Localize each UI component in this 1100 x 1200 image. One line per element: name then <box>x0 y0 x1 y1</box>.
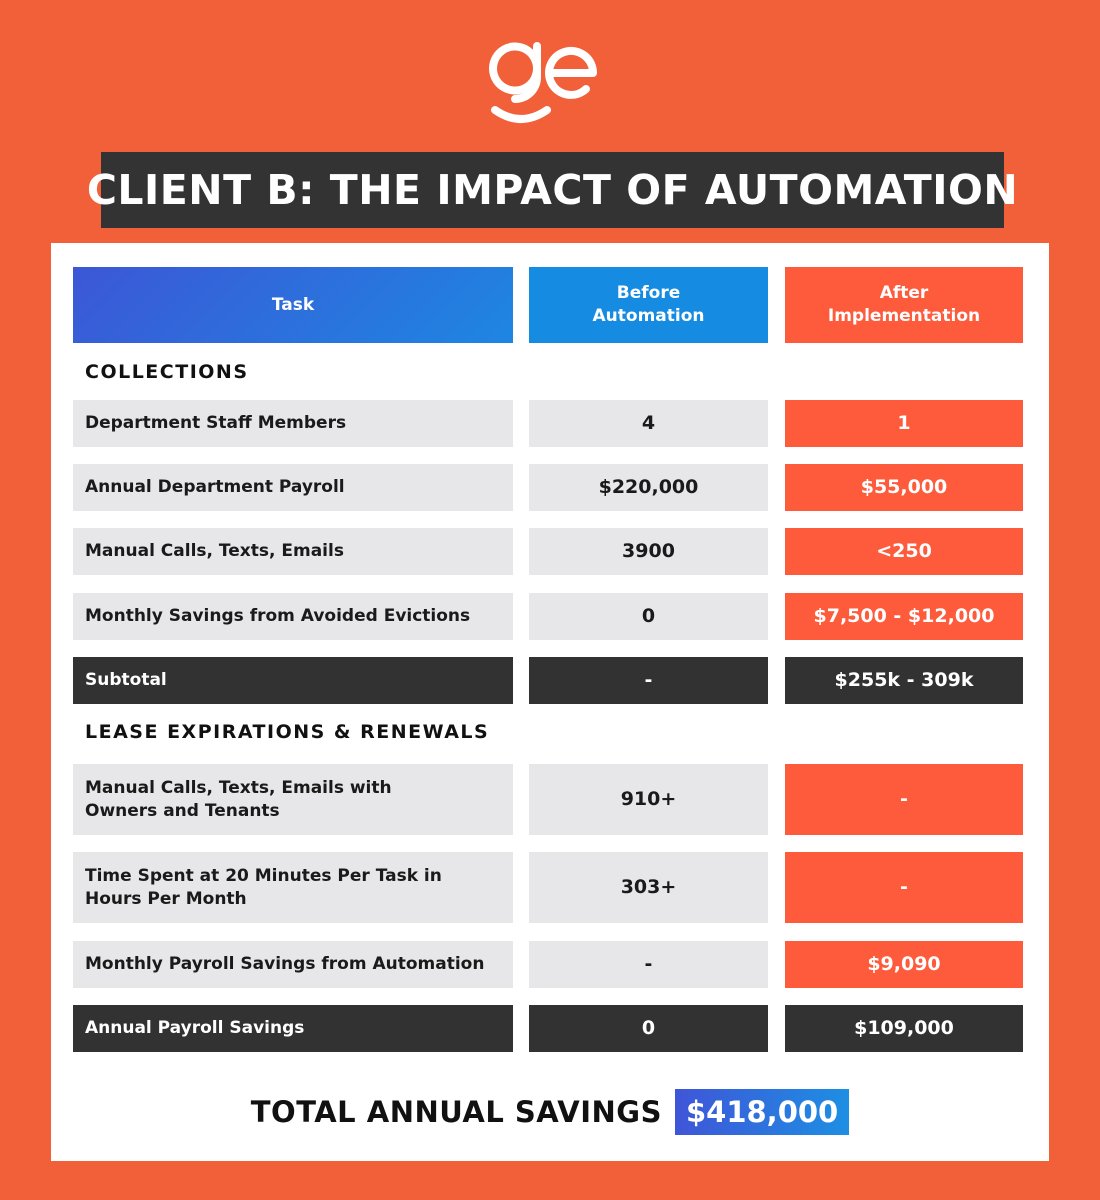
row-after-avoided-evictions: $7,500 - $12,000 <box>785 593 1023 640</box>
row-task-staff-members: Department Staff Members <box>73 400 513 447</box>
task-column-header: Task <box>73 267 513 343</box>
row-after-annual-payroll-savings: $109,000 <box>785 1005 1023 1052</box>
total-savings-label: TOTAL ANNUAL SAVINGS <box>250 1095 662 1129</box>
section-label-collections: COLLECTIONS <box>85 361 249 383</box>
before-column-header: Before Automation <box>529 267 768 343</box>
total-savings <box>51 1089 1049 1135</box>
row-before-annual-payroll: $220,000 <box>529 464 768 511</box>
after-column-header: After Implementation <box>785 267 1023 343</box>
row-before-annual-payroll-savings: 0 <box>529 1005 768 1052</box>
row-task-subtotal: Subtotal <box>73 657 513 704</box>
row-before-staff-members: 4 <box>529 400 768 447</box>
comparison-card <box>51 243 1049 1161</box>
row-before-time-spent: 303+ <box>529 852 768 923</box>
row-task-avoided-evictions: Monthly Savings from Avoided Evictions <box>73 593 513 640</box>
row-after-manual-calls: <250 <box>785 528 1023 575</box>
row-after-calls-owners-tenants: - <box>785 764 1023 835</box>
row-after-monthly-payroll-savings: $9,090 <box>785 941 1023 988</box>
row-task-annual-payroll-savings: Annual Payroll Savings <box>73 1005 513 1052</box>
row-before-monthly-payroll-savings: - <box>529 941 768 988</box>
row-task-annual-payroll: Annual Department Payroll <box>73 464 513 511</box>
row-task-calls-owners-tenants: Manual Calls, Texts, Emails with Owners and Tenants <box>73 764 513 835</box>
row-before-calls-owners-tenants: 910+ <box>529 764 768 835</box>
section-label-lease-expirations: LEASE EXPIRATIONS & RENEWALS <box>85 721 490 743</box>
row-after-staff-members: 1 <box>785 400 1023 447</box>
ge-logo-icon <box>485 36 619 128</box>
row-task-monthly-payroll-savings: Monthly Payroll Savings from Automation <box>73 941 513 988</box>
row-before-subtotal: - <box>529 657 768 704</box>
row-after-time-spent: - <box>785 852 1023 923</box>
row-after-annual-payroll: $55,000 <box>785 464 1023 511</box>
page-title: CLIENT B: THE IMPACT OF AUTOMATION <box>101 152 1004 228</box>
total-savings-value: $418,000 <box>675 1089 849 1135</box>
row-after-subtotal: $255k - 309k <box>785 657 1023 704</box>
row-before-manual-calls: 3900 <box>529 528 768 575</box>
row-before-avoided-evictions: 0 <box>529 593 768 640</box>
row-task-manual-calls: Manual Calls, Texts, Emails <box>73 528 513 575</box>
row-task-time-spent: Time Spent at 20 Minutes Per Task in Hours Per Month <box>73 852 513 923</box>
